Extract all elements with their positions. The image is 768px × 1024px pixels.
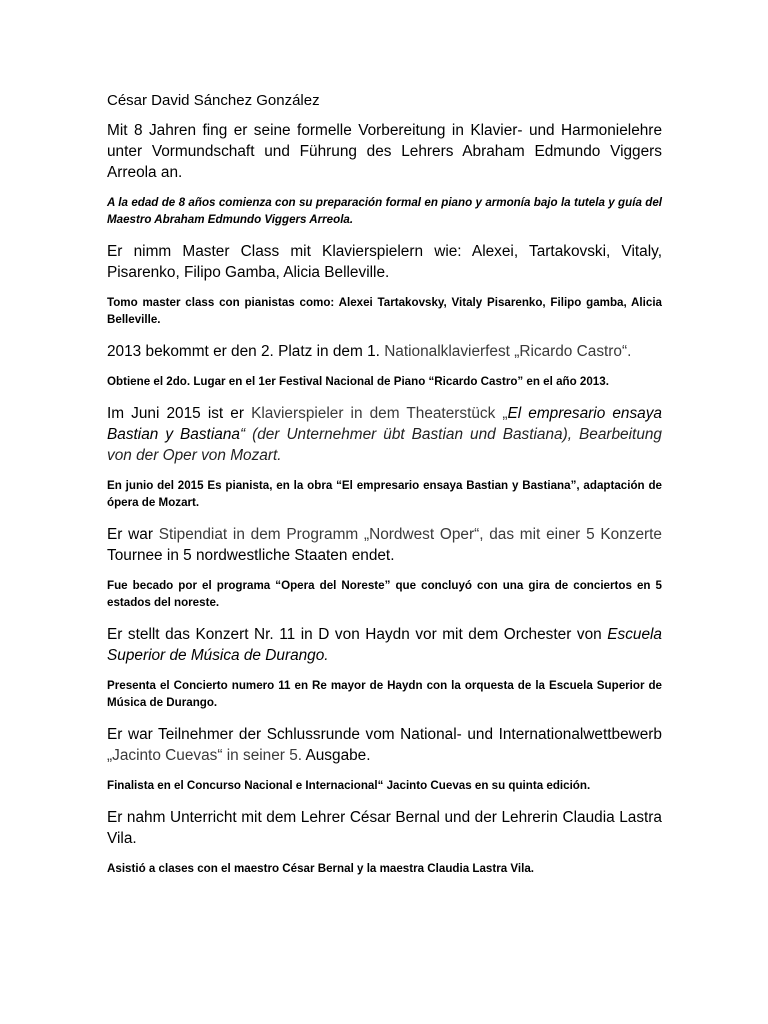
document-page xyxy=(107,90,662,890)
german-paragraph-5-part-a: Er war xyxy=(107,526,153,543)
document-title: César David Sánchez González xyxy=(107,92,320,109)
german-paragraph-5-part-b: Stipendiat in dem Programm „Nordwest Oper“, das mit einer 5 Konzerte xyxy=(158,526,662,543)
german-paragraph-4-play-title: El empresario ensaya Bastian y Bastiana xyxy=(107,405,662,443)
german-paragraph-2: Er nimm Master Class mit Klavierspielern wie: Alexei, Tartakovski, Vitaly, Pisarenko, Filipo Gamba, Alicia Belleville. xyxy=(107,243,662,281)
german-paragraph-7 xyxy=(107,724,662,766)
german-paragraph-3 xyxy=(107,341,662,362)
spanish-paragraph-5: Fue becado por el programa “Opera del Noreste” que concluyó con una gira de conciertos en 5 estados del noreste. xyxy=(107,579,662,609)
german-paragraph-1: Mit 8 Jahren fing er seine formelle Vorbereitung in Klavier- und Harmonielehre unter Vormundschaft und Führung des Lehrers Abraham Edmundo Viggers Arreola an. xyxy=(107,122,662,181)
german-paragraph-4 xyxy=(107,403,662,466)
german-paragraph-4-part-d: “ (der Unternehmer übt Bastian und Bastiana), Bearbeitung von der Oper von Mozart. xyxy=(107,426,662,464)
spanish-paragraph-4: En junio del 2015 Es pianista, en la obra “El empresario ensaya Bastian y Bastiana”, adaptación de ópera de Mozart. xyxy=(107,479,662,509)
german-paragraph-6-school-name: Escuela Superior de Música de Durango. xyxy=(107,626,662,664)
german-paragraph-5-part-c: Tournee in 5 nordwestliche Staaten endet. xyxy=(107,547,395,564)
german-paragraph-3-part-b: Nationalklavierfest „Ricardo Castro“. xyxy=(384,343,632,360)
german-paragraph-4-part-b: Klavierspieler in dem Theaterstück „ xyxy=(251,405,508,422)
german-paragraph-5 xyxy=(107,524,662,566)
german-paragraph-6 xyxy=(107,624,662,666)
spanish-paragraph-1: A la edad de 8 años comienza con su preparación formal en piano y armonía bajo la tutela y guía del Maestro Abraham Edmundo Viggers Arreola. xyxy=(107,196,662,226)
spanish-paragraph-6: Presenta el Concierto numero 11 en Re mayor de Haydn con la orquesta de la Escuela Superior de Música de Durango. xyxy=(107,679,662,709)
german-paragraph-7-part-a: Er war Teilnehmer der Schlussrunde vom National- und Internationalwettbewerb xyxy=(107,726,662,743)
spanish-paragraph-8: Asistió a clases con el maestro César Bernal y la maestra Claudia Lastra Vila. xyxy=(107,862,535,875)
german-paragraph-4-part-a: Im Juni 2015 ist er xyxy=(107,405,244,422)
spanish-paragraph-2: Tomo master class con pianistas como: Alexei Tartakovsky, Vitaly Pisarenko, Filipo gamba, Alicia Belleville. xyxy=(107,296,662,326)
spanish-paragraph-3: Obtiene el 2do. Lugar en el 1er Festival Nacional de Piano “Ricardo Castro” en el año 2013. xyxy=(107,375,609,388)
german-paragraph-3-part-a: 2013 bekommt er den 2. Platz in dem 1. xyxy=(107,343,380,360)
german-paragraph-7-part-c: Ausgabe. xyxy=(305,747,371,764)
german-paragraph-6-part-a: Er stellt das Konzert Nr. 11 in D von Haydn vor mit dem Orchester von xyxy=(107,626,602,643)
german-paragraph-8: Er nahm Unterricht mit dem Lehrer César Bernal und der Lehrerin Claudia Lastra Vila. xyxy=(107,809,662,847)
spanish-paragraph-7: Finalista en el Concurso Nacional e Internacional“ Jacinto Cuevas en su quinta edición. xyxy=(107,779,591,792)
german-paragraph-7-part-b: „Jacinto Cuevas“ in seiner 5. xyxy=(107,747,303,764)
